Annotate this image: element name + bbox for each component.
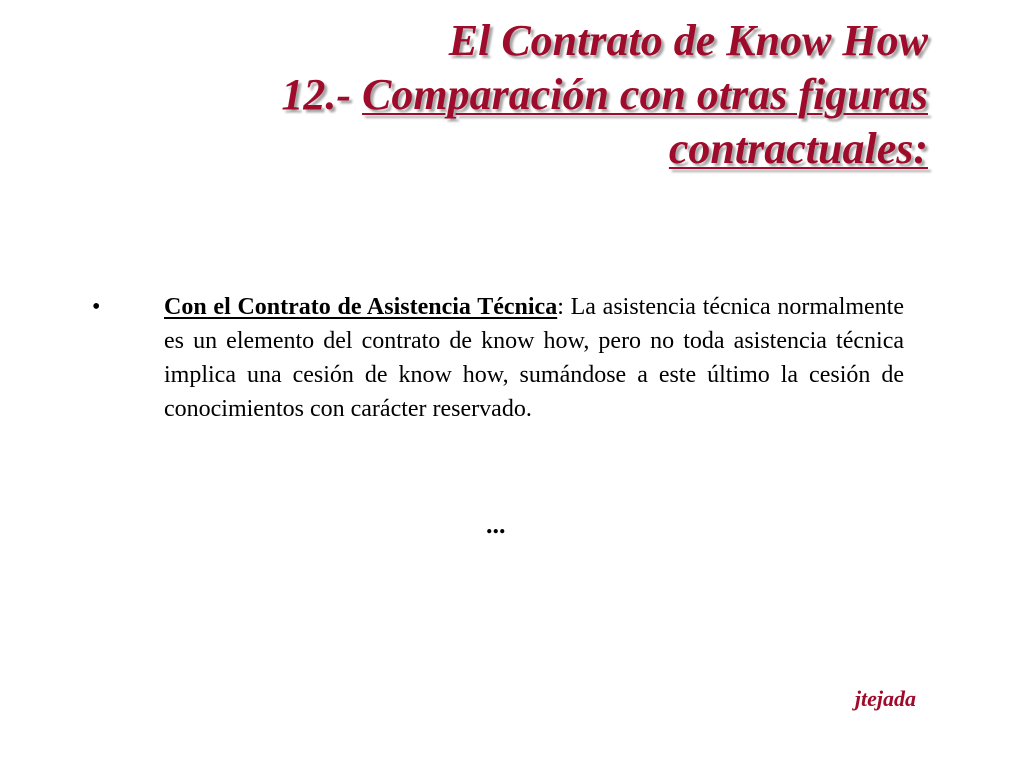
- title-line-2: [128, 68, 928, 122]
- title-number: 12.-: [281, 70, 363, 119]
- title-line-3: [128, 122, 928, 176]
- bullet-paragraph: [164, 290, 904, 426]
- bullet-body-text: : La asistencia técnica normalmente es un elemento del contrato de know how, pero no toda asistencia técnica implica una cesión de know how, sumándose a este último la cesión de conocimientos con carácter reservado.: [164, 294, 905, 422]
- title-subtitle-part-2: contractuales:: [668, 124, 928, 173]
- author-signature: jtejada: [854, 686, 916, 711]
- bullet-lead-term: Con el Contrato de Asistencia Técnica: [164, 294, 558, 320]
- title-subtitle-part-1: Comparación con otras figuras: [362, 70, 928, 119]
- continuation-ellipsis: ...: [486, 510, 506, 539]
- slide-title: [128, 14, 928, 176]
- title-line-1: El Contrato de Know How: [448, 16, 928, 65]
- bullet-icon: •: [92, 294, 101, 320]
